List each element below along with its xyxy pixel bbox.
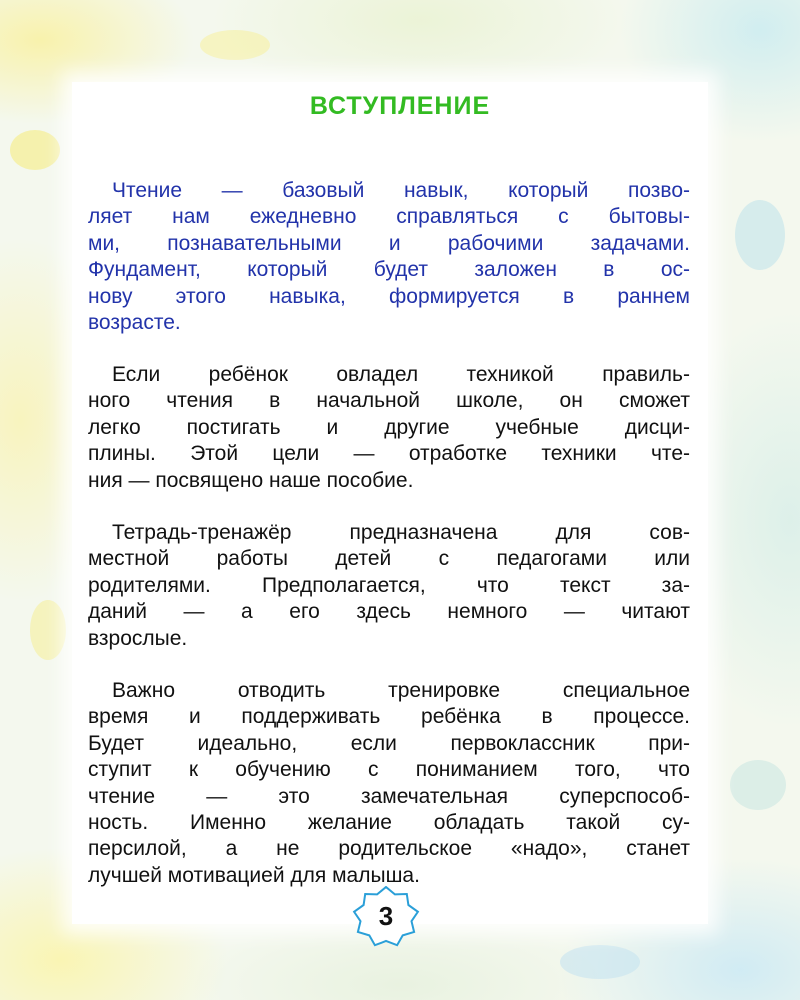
text-line: плины. Этой цели — отработке техники чте- xyxy=(88,442,690,466)
background-splash xyxy=(560,945,640,979)
text-line: ного чтения в начальной школе, он сможет xyxy=(88,389,690,413)
paragraph-1 xyxy=(88,178,690,336)
text-line: Важно отводить тренировке специальное xyxy=(112,679,690,702)
text-line: ния — посвящено наше пособие. xyxy=(88,468,414,492)
text-line: ляет нам ежедневно справляться с бытовы- xyxy=(88,205,690,229)
paragraph-3 xyxy=(88,520,690,652)
background-splash xyxy=(735,200,785,270)
paragraph-4 xyxy=(88,678,690,889)
text-line: чтение — это замечательная суперспособ- xyxy=(88,784,690,808)
page-number-badge xyxy=(350,886,422,948)
text-line: взрослые. xyxy=(88,626,188,650)
text-line: ступит к обучению с пониманием того, что xyxy=(88,758,690,782)
text-line: персилой, а не родительское «надо», станет xyxy=(88,837,690,861)
text-line: возрасте. xyxy=(88,311,181,335)
text-line: лучшей мотивацией для малыша. xyxy=(88,863,420,887)
page-title: ВСТУПЛЕНИЕ xyxy=(309,92,491,120)
page-number: 3 xyxy=(378,901,394,931)
background-splash xyxy=(730,760,786,810)
text-line: ми, познавательными и рабочими задачами. xyxy=(88,231,690,255)
text-line: Будет идеально, если первоклассник при- xyxy=(88,731,690,755)
background-splash xyxy=(30,600,66,660)
text-line: местной работы детей с педагогами или xyxy=(88,547,690,571)
text-line: даний — а его здесь немного — читают xyxy=(88,600,690,624)
background-splash xyxy=(10,130,60,170)
text-line: Фундамент, который будет заложен в ос- xyxy=(88,258,690,282)
text-line: Тетрадь-тренажёр предназначена для сов- xyxy=(112,521,690,544)
background-splash xyxy=(200,30,270,60)
text-line: Чтение — базовый навык, который позво- xyxy=(112,179,690,202)
text-line: ность. Именно желание обладать такой су- xyxy=(88,811,690,835)
text-line: легко постигать и другие учебные дисци- xyxy=(88,415,690,439)
paragraph-2 xyxy=(88,362,690,494)
text-line: родителями. Предполагается, что текст за- xyxy=(88,573,690,597)
text-line: нову этого навыка, формируется в раннем xyxy=(88,284,690,308)
text-line: время и поддерживать ребёнка в процессе. xyxy=(88,705,690,729)
text-line: Если ребёнок овладел техникой правиль- xyxy=(112,363,690,386)
